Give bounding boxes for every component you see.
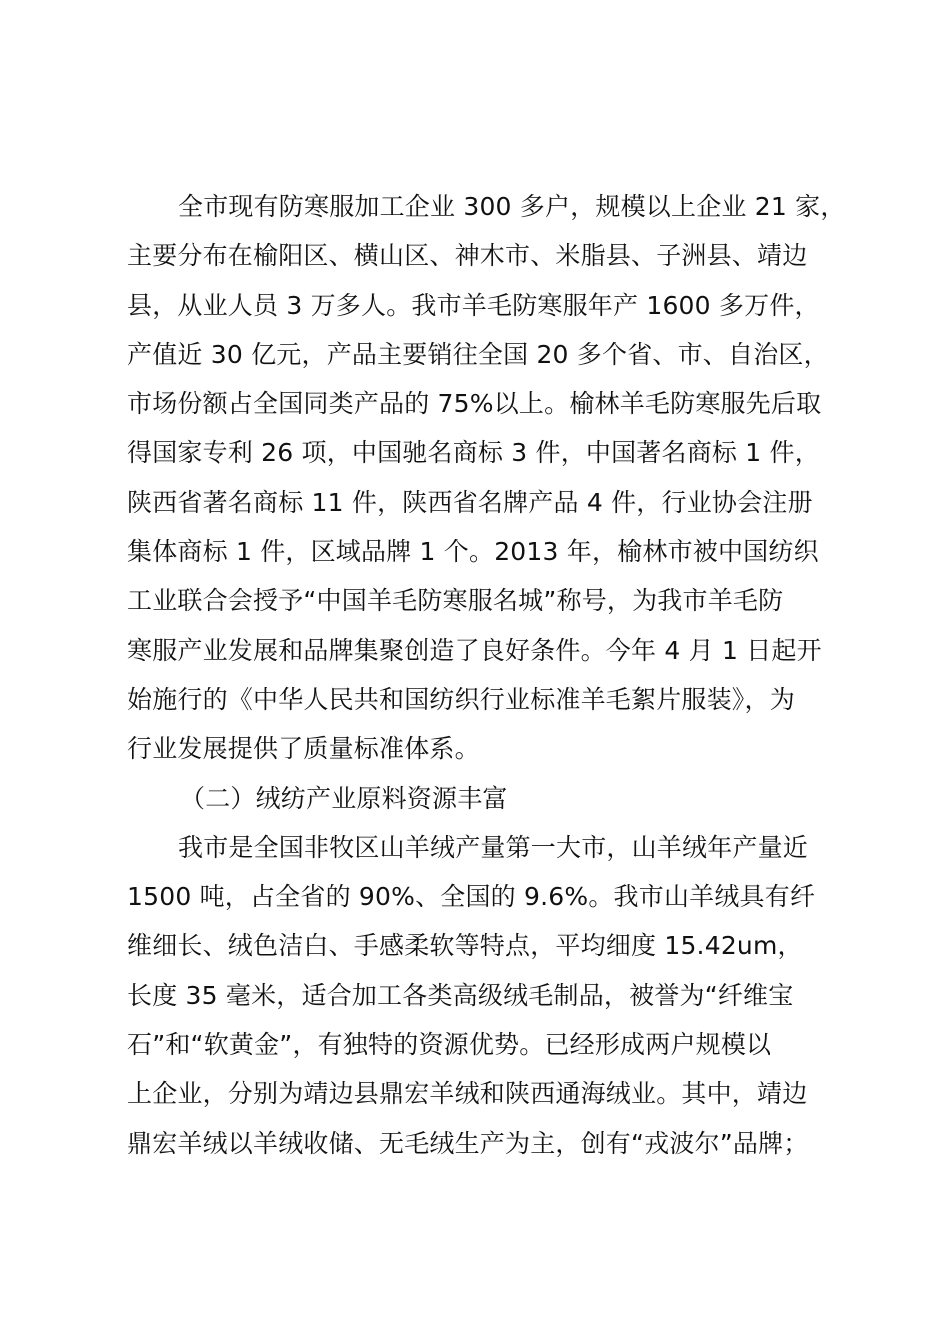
section-heading: （二）绒纺产业原料资源丰富 <box>180 783 508 813</box>
paragraph-line: 全市现有防寒服加工企业 300 多户，规模以上企业 21 家， <box>178 192 846 221</box>
paragraph-line: 集体商标 1 件，区域品牌 1 个。2013 年，榆林市被中国纺织 <box>127 537 819 567</box>
body-text <box>127 182 859 1168</box>
paragraph-line: 得国家专利 26 项，中国驰名商标 3 件，中国著名商标 1 件， <box>127 438 820 468</box>
paragraph-line: 县，从业人员 3 万多人。我市羊毛防寒服年产 1600 多万件， <box>127 290 820 320</box>
paragraph-line: 寒服产业发展和品牌集聚创造了良好条件。今年 4 月 1 日起开 <box>127 635 822 665</box>
paragraph-line: 石”和“软黄金”，有独特的资源优势。已经形成两户规模以 <box>127 1030 772 1060</box>
paragraph-line: 维细长、绒色洁白、手感柔软等特点，平均细度 15.42um， <box>127 931 803 961</box>
paragraph-line: 上企业，分别为靖边县鼎宏羊绒和陕西通海绒业。其中，靖边 <box>127 1079 808 1109</box>
paragraph-line: 产值近 30 亿元，产品主要销往全国 20 多个省、市、自治区， <box>127 339 829 369</box>
paragraph-line: 陕西省著名商标 11 件，陕西省名牌产品 4 件，行业协会注册 <box>127 487 813 517</box>
paragraph-line: 始施行的《中华人民共和国纺织行业标准羊毛絮片服装》，为 <box>127 684 795 714</box>
paragraph-line: 主要分布在榆阳区、横山区、神木市、米脂县、子洲县、靖边 <box>127 241 808 271</box>
paragraph-line: 市场份额占全国同类产品的 75%以上。榆林羊毛防寒服先后取 <box>127 389 822 419</box>
paragraph-line: 行业发展提供了质量标准体系。 <box>127 734 480 764</box>
paragraph-line: 鼎宏羊绒以羊绒收储、无毛绒生产为主，创有“戎波尔”品牌； <box>127 1128 809 1158</box>
paragraph-line: 1500 吨，占全省的 90%、全国的 9.6%。我市山羊绒具有纤 <box>127 882 816 912</box>
paragraph-line: 我市是全国非牧区山羊绒产量第一大市，山羊绒年产量近 <box>178 832 809 862</box>
paragraph-line: 工业联合会授予“中国羊毛防寒服名城”称号，为我市羊毛防 <box>127 586 784 616</box>
paragraph-line: 长度 35 毫米，适合加工各类高级绒毛制品，被誉为“纤维宝 <box>127 980 794 1010</box>
